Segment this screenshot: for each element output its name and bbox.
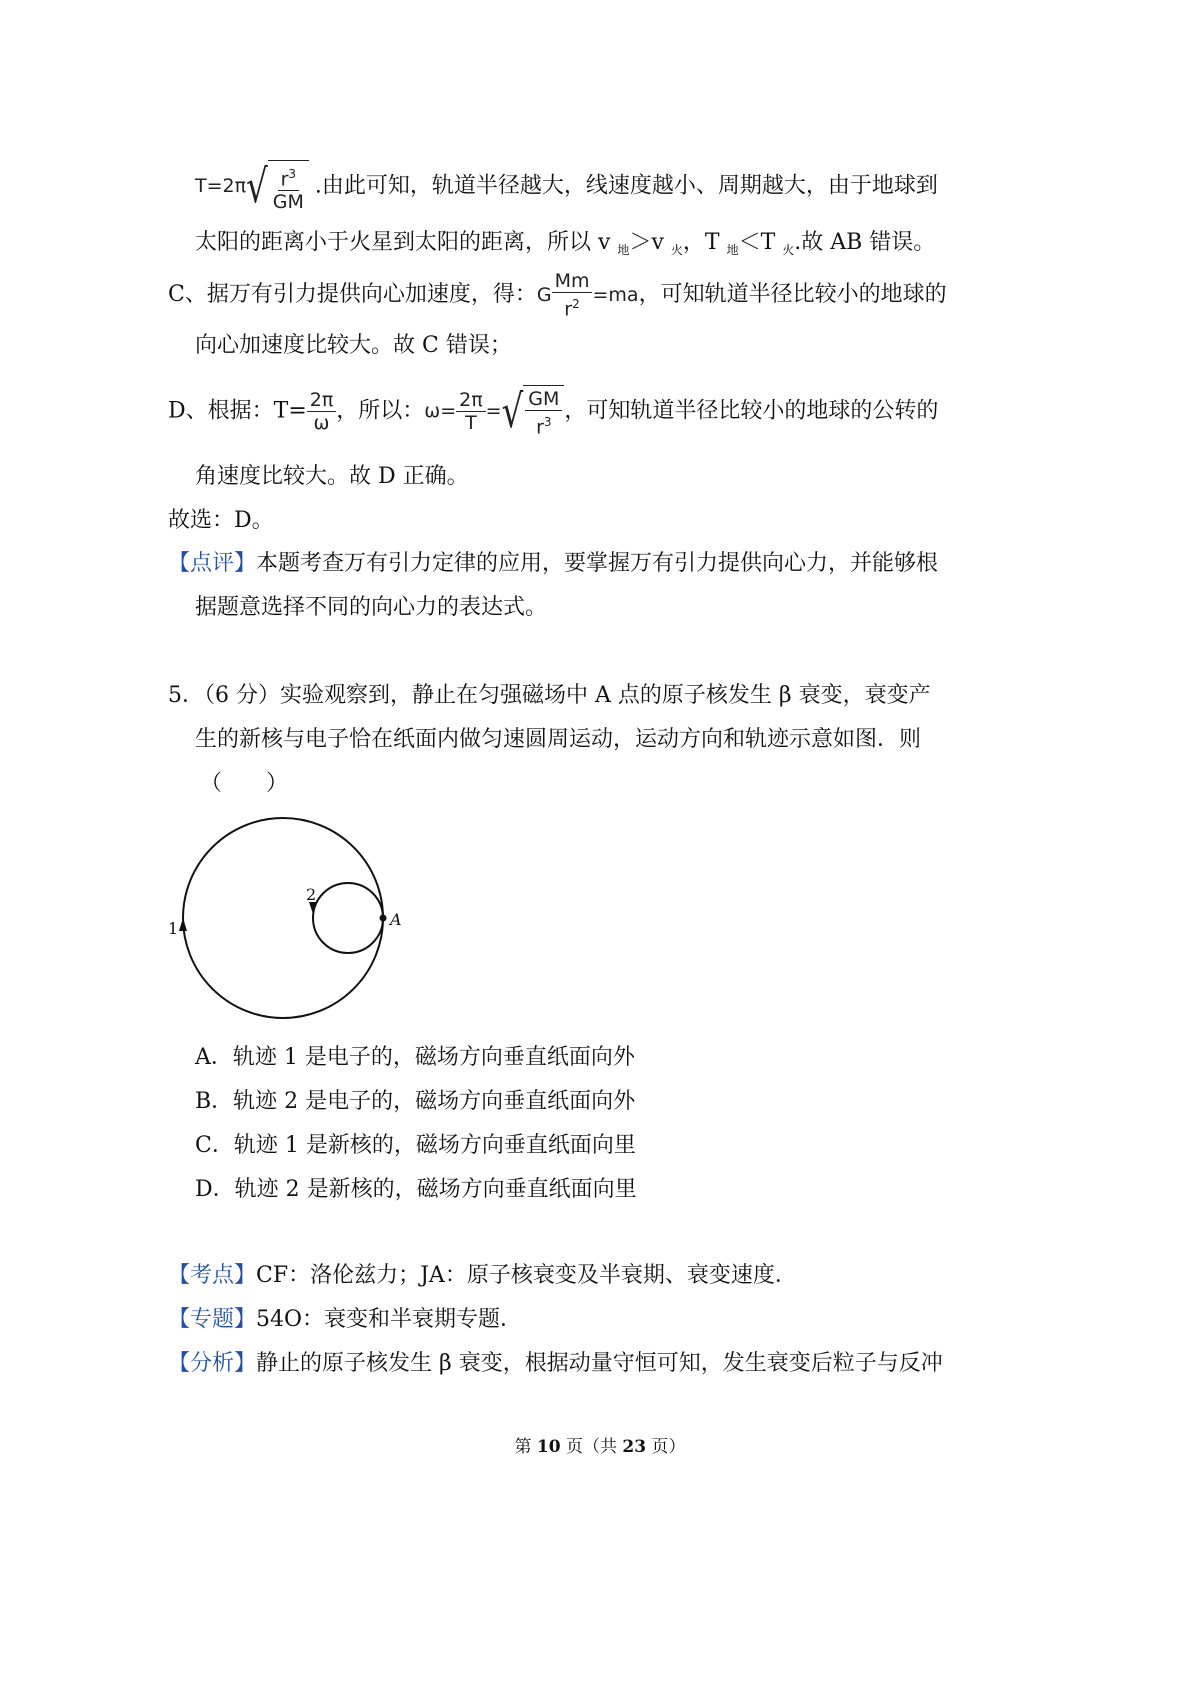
option-d: D．轨迹 2 是新核的，磁场方向垂直纸面向里 bbox=[195, 1177, 637, 1202]
trajectory-2-circle bbox=[313, 883, 383, 953]
fenxi-line: 【分析】静止的原子核发生 β 衰变，根据动量守恒可知，发生衰变后粒子与反冲 bbox=[168, 1351, 943, 1376]
page-total: 23 bbox=[622, 1437, 647, 1457]
option-a: A．轨迹 1 是电子的，磁场方向垂直纸面向外 bbox=[195, 1045, 635, 1070]
fenxi-tag: 【分析】 bbox=[168, 1351, 257, 1376]
kaodian-line: 【考点】CF：洛伦兹力；JA：原子核衰变及半衰期、衰变速度． bbox=[168, 1263, 797, 1288]
formula-gravity: G $\frac{Mm}{r^2}$ =ma bbox=[536, 270, 639, 321]
review-line-1: 【点评】本题考查万有引力定律的应用，要掌握万有引力提供向心力，并能够根 bbox=[168, 551, 939, 576]
trajectory-figure bbox=[160, 810, 420, 1030]
option-c-solution: C、据万有引力提供向心加速度，得：G $\frac{Mm}{r^2}$ =ma，可知轨道半径比较小的地球的 bbox=[168, 270, 947, 321]
formula-period: T=2π √ $\frac{r^3}{GM}$ bbox=[195, 175, 315, 197]
question-blank: （ ） bbox=[200, 771, 289, 796]
kaodian-tag: 【考点】 bbox=[168, 1263, 257, 1288]
question-line-1: 5．（6 分）实验观察到，静止在匀强磁场中 A 点的原子核发生 β 衰变，衰变产 bbox=[168, 683, 931, 708]
solution-text: .由此可知，轨道半径越大，线速度越小、周期越大，由于地球到 bbox=[314, 173, 938, 199]
solution-line-2: 太阳的距离小于火星到太阳的距离，所以 v $_地$＞v $_火$，T $_地$＜T $_火$.故 AB 错误。 bbox=[195, 230, 936, 257]
option-c: C．轨迹 1 是新核的，磁场方向垂直纸面向里 bbox=[195, 1133, 636, 1158]
label-1: 1 bbox=[168, 919, 179, 938]
trajectory-1-circle bbox=[183, 818, 383, 1018]
arrow-1-icon bbox=[179, 918, 187, 931]
zhuanti-line: 【专题】54O：衰变和半衰期专题． bbox=[168, 1307, 523, 1332]
solution-line-6: 角速度比较大。故 D 正确。 bbox=[195, 464, 469, 489]
formula-omega: ω= $\frac{2\pi}{T}$ = √ $\frac{GM}{r^3}$ bbox=[424, 400, 564, 422]
page-number: 10 bbox=[536, 1437, 561, 1457]
option-d-solution: D、根据：T= $\frac{2\pi}{\omega}$ ，所以：ω= $\frac{2\pi}{T}$ = √ $\frac{GM}{r^3}$ ，可知轨道半径比较小的地球的公转的 bbox=[168, 384, 939, 439]
solution-line-1 bbox=[195, 160, 938, 213]
formula-t-omega: $\frac{2\pi}{\omega}$ bbox=[307, 400, 337, 422]
solution-line-4: 向心加速度比较大。故 C 错误； bbox=[195, 333, 512, 358]
answer-line: 故选：D。 bbox=[168, 508, 274, 533]
option-b: B．轨迹 2 是电子的，磁场方向垂直纸面向外 bbox=[195, 1089, 636, 1114]
label-2: 2 bbox=[306, 885, 317, 904]
review-line-2: 据题意选择不同的向心力的表达式。 bbox=[195, 595, 548, 620]
review-tag: 【点评】 bbox=[168, 551, 257, 576]
zhuanti-tag: 【专题】 bbox=[168, 1307, 257, 1332]
question-line-2: 生的新核与电子恰在纸面内做匀速圆周运动，运动方向和轨迹示意如图．则 bbox=[195, 727, 922, 752]
page-footer: 第 10 页（共 23 页） bbox=[514, 1437, 686, 1457]
label-a: A bbox=[390, 910, 402, 929]
point-a-dot bbox=[380, 915, 387, 922]
